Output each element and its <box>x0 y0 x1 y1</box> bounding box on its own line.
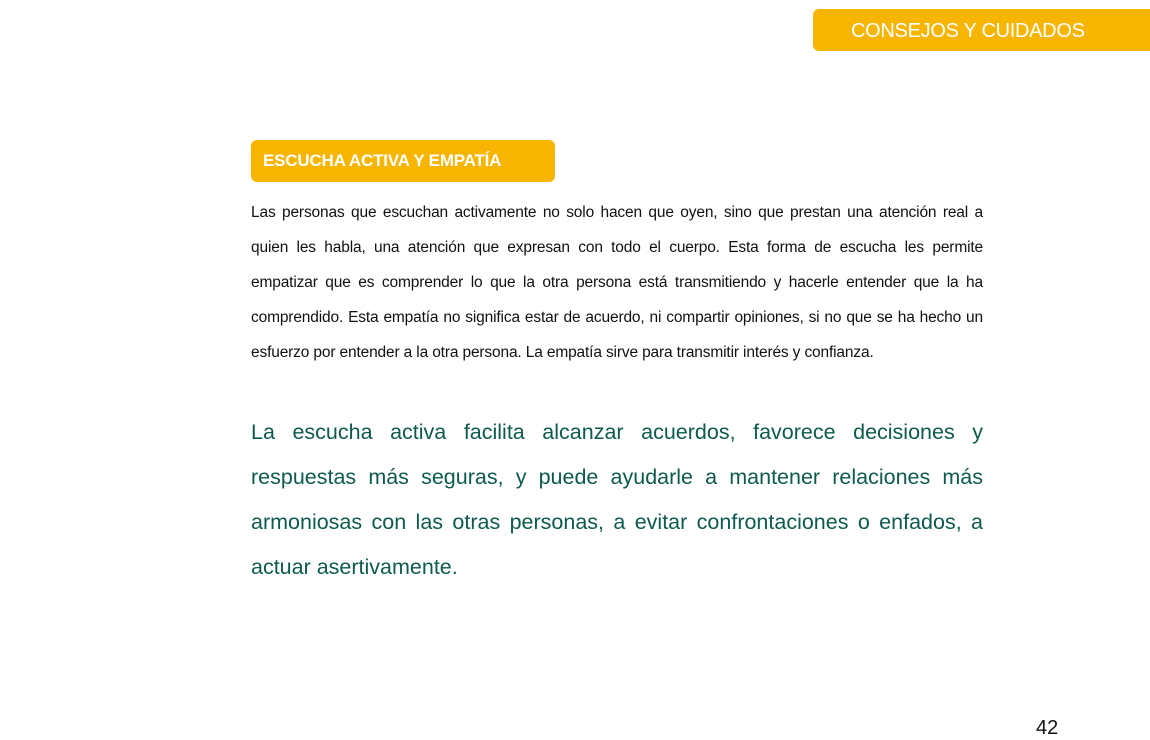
chapter-header-tab: CONSEJOS Y CUIDADOS <box>813 9 1150 51</box>
page-number: 42 <box>1036 717 1059 739</box>
section-title: ESCUCHA ACTIVA Y EMPATÍA <box>251 140 555 182</box>
body-paragraph: Las personas que escuchan activamente no solo hacen que oyen, sino que prestan una atención real a quien les habla, una atención que expresan con todo el cuerpo. Esta forma de escucha les permite empatizar que es comprender lo que la otra persona está transmitiendo y hacerle entender que la ha comprendido. Esta empatía no significa estar de acuerdo, ni compartir opiniones, si no que se ha hecho un esfuerzo por entender a la otra persona. La empatía sirve para transmitir interés y confianza. <box>251 204 983 361</box>
highlight-paragraph: La escucha activa facilita alcanzar acuerdos, favorece decisiones y respuestas más seguras, y puede ayudarle a mantener relaciones más armoniosas con las otras personas, a evitar confrontaciones o enfados, a actuar asertivamente. <box>251 420 983 579</box>
